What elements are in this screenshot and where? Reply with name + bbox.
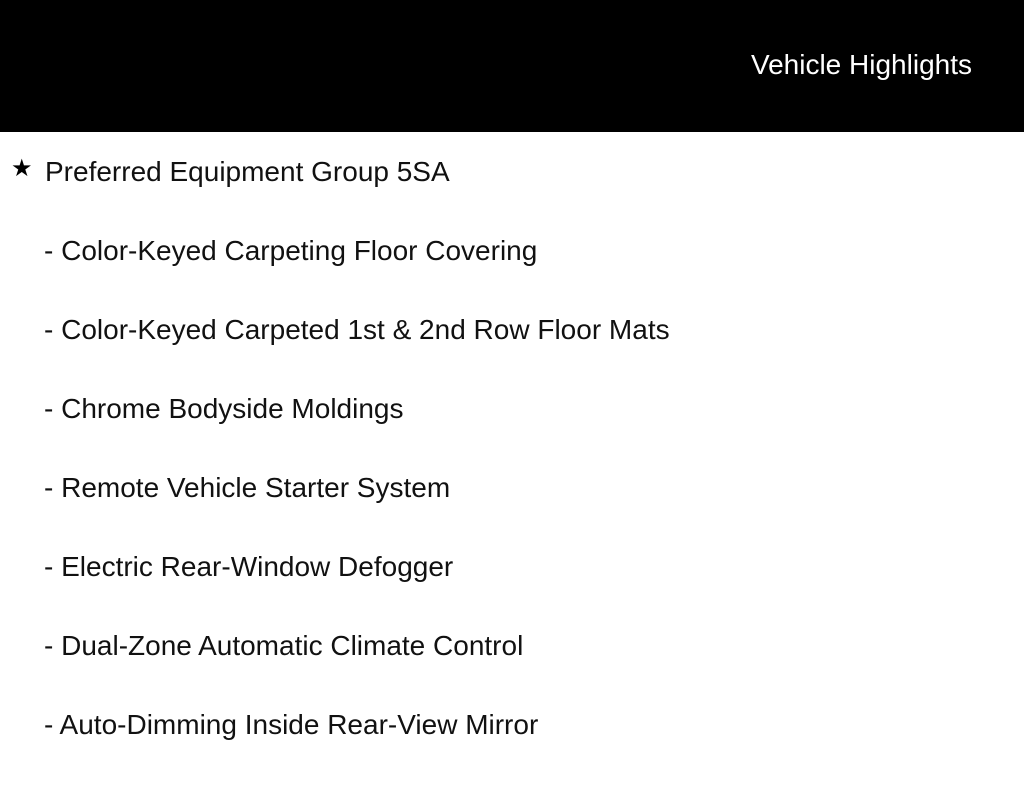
star-icon: ★ xyxy=(11,155,33,182)
equipment-group-row xyxy=(0,154,1024,190)
highlights-content xyxy=(0,132,1024,768)
feature-item: - Electric Rear-Window Defogger xyxy=(44,551,454,582)
feature-item: - Auto-Dimming Inside Rear-View Mirror xyxy=(44,709,539,740)
feature-item: - Dual-Zone Automatic Climate Control xyxy=(44,630,524,661)
equipment-group-title: Preferred Equipment Group 5SA xyxy=(45,156,450,187)
feature-item: - Remote Vehicle Starter System xyxy=(44,472,451,503)
feature-item: - Color-Keyed Carpeting Floor Covering xyxy=(44,235,538,266)
header-bar xyxy=(0,0,1024,132)
page-title: Vehicle Highlights xyxy=(750,49,972,80)
feature-item: - Chrome Bodyside Moldings xyxy=(44,393,404,424)
feature-list xyxy=(44,233,670,786)
feature-item: - Color-Keyed Carpeted 1st & 2nd Row Floor Mats xyxy=(44,314,670,345)
